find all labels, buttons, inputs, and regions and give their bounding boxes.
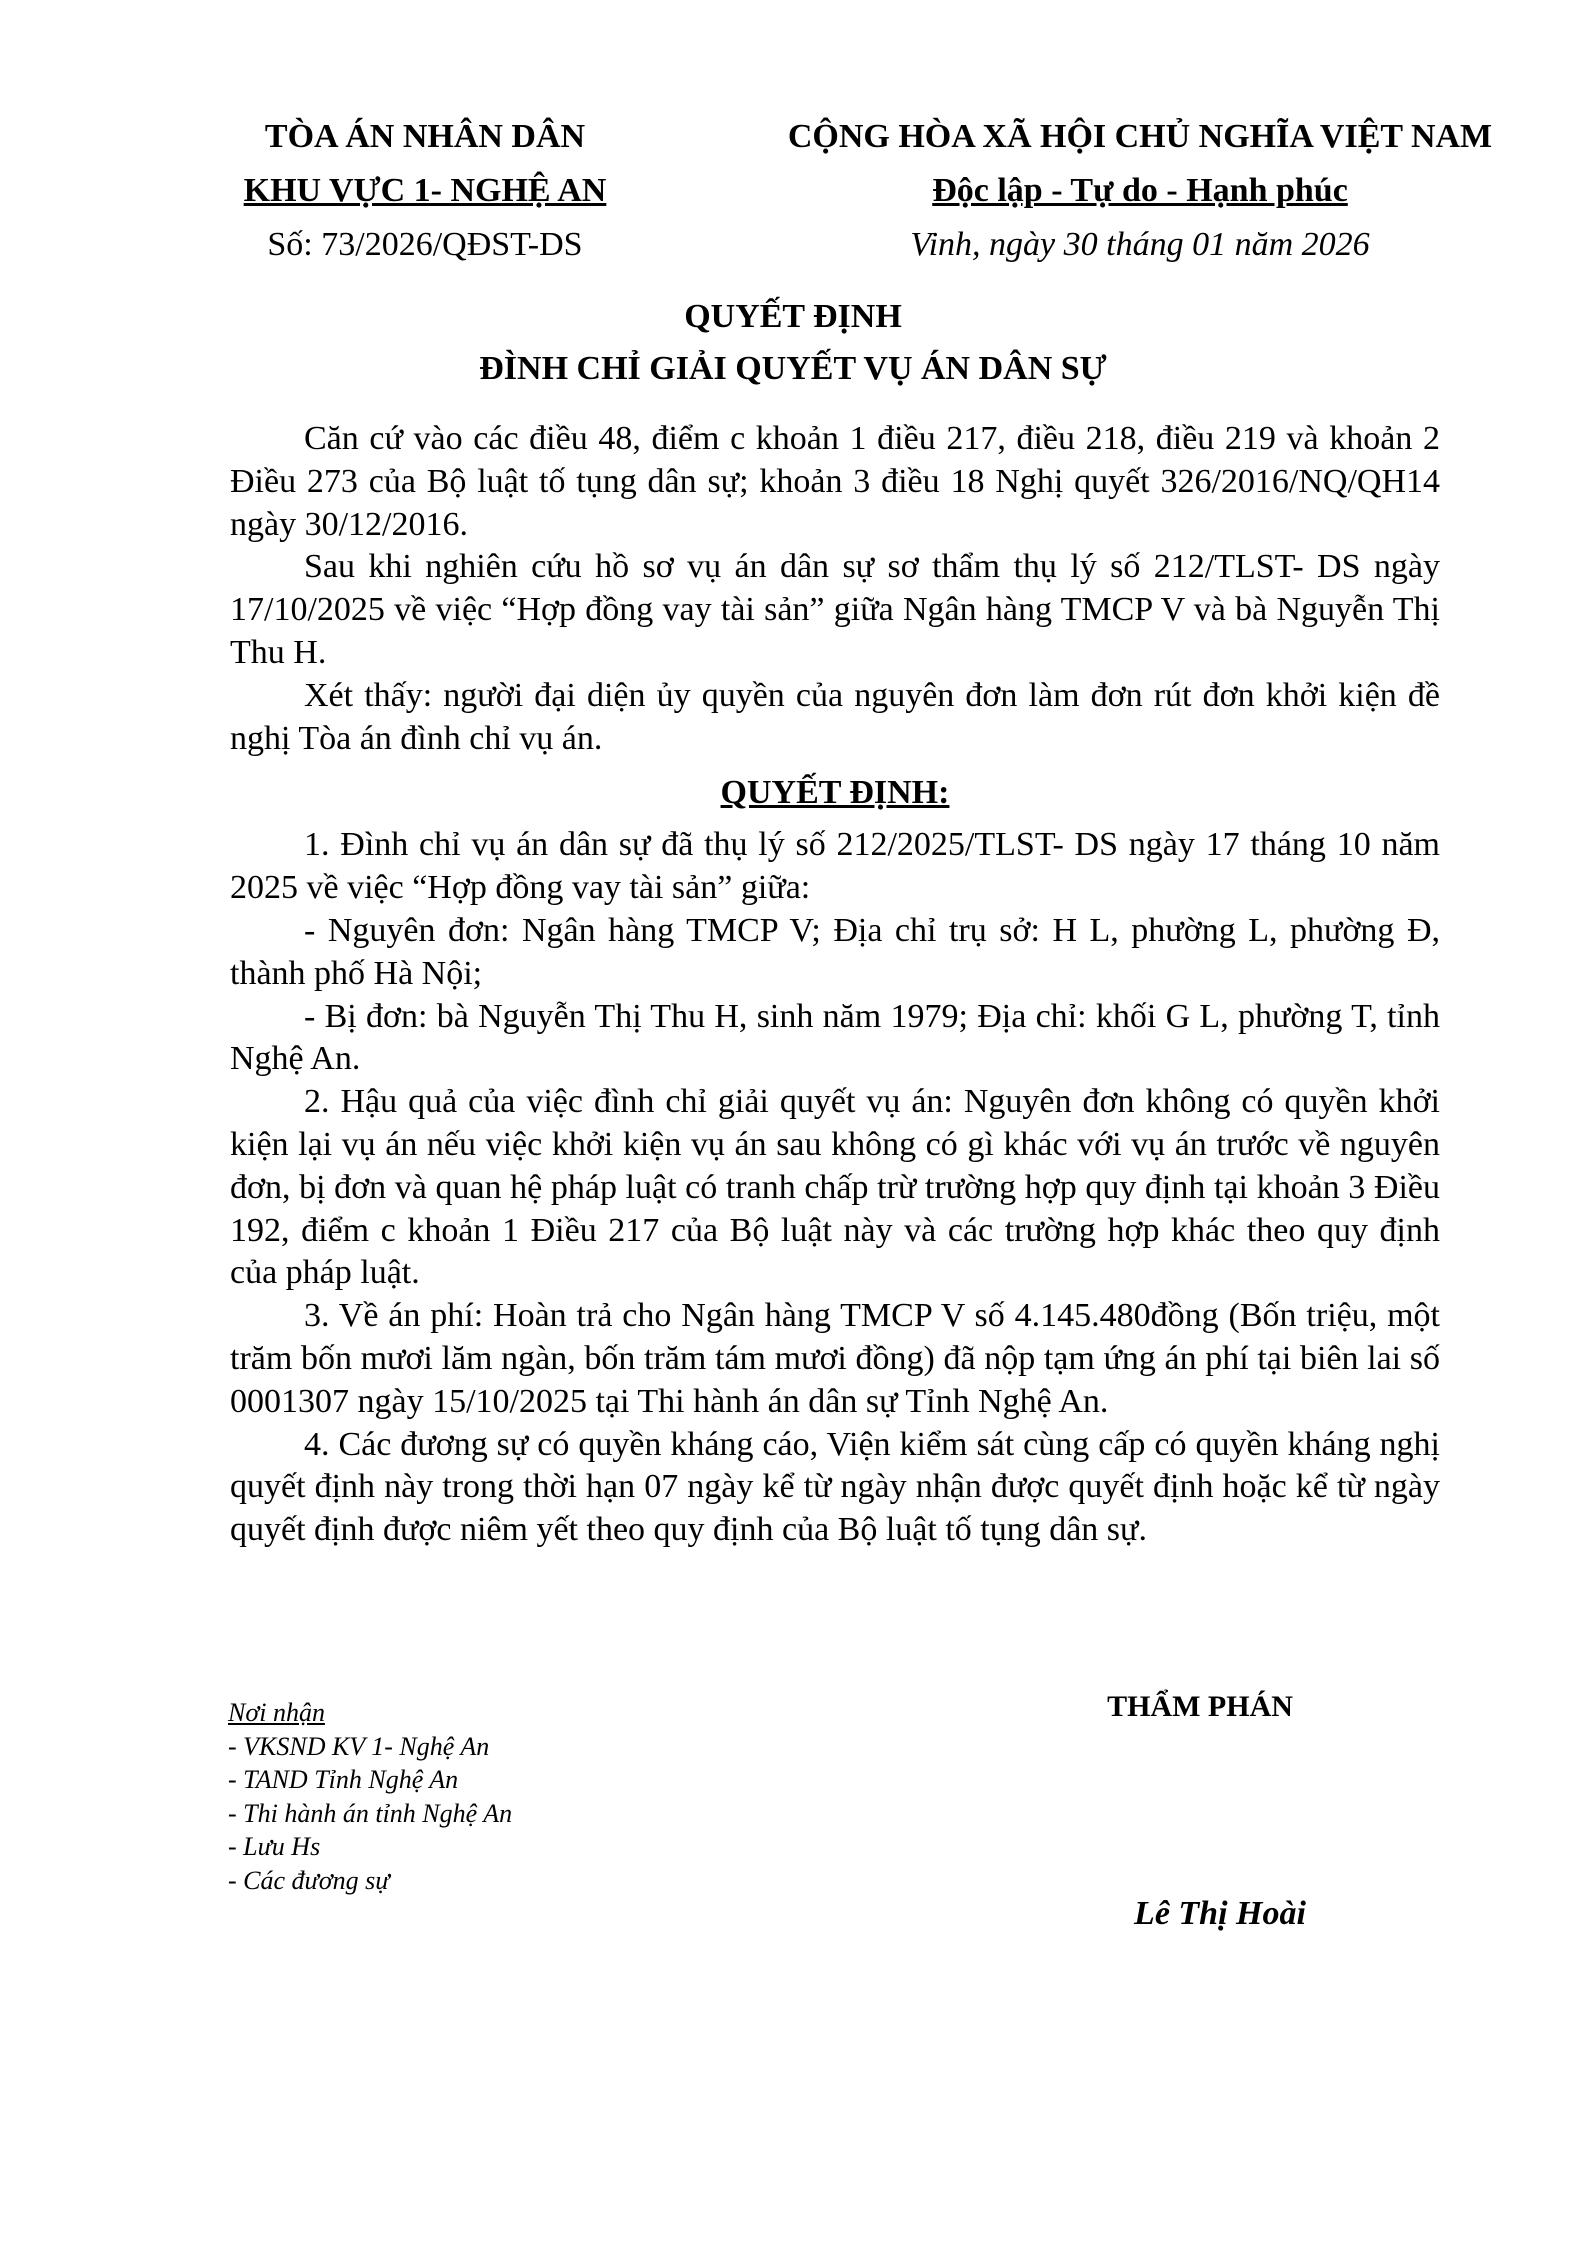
place-date: Vinh, ngày 30 tháng 01 năm 2026: [910, 226, 1370, 263]
recipient-item: - Thi hành án tỉnh Nghệ An: [228, 1798, 513, 1828]
document-title: QUYẾT ĐỊNH: [684, 298, 902, 335]
recipient-item: - VKSND KV 1- Nghệ An: [228, 1731, 490, 1761]
signature-name: Lê Thị Hoài: [1134, 1895, 1306, 1932]
decision-item: - Nguyên đơn: Ngân hàng TMCP V; Địa chỉ trụ sở: H L, phường L, phường Đ, thành phố Hà Nội;: [230, 911, 1440, 992]
court-header: [190, 110, 660, 272]
decision-number: Số: 73/2026/QĐST-DS: [267, 226, 583, 263]
national-header: [760, 110, 1520, 272]
recipient-item: - TAND Tỉnh Nghệ An: [228, 1765, 459, 1794]
recipients-label: Nơi nhận: [228, 1698, 325, 1727]
national-motto: Độc lập - Tự do - Hạnh phúc: [932, 172, 1348, 209]
decision-item: 4. Các đương sự có quyền kháng cáo, Viện kiểm sát cùng cấp có quyền kháng nghị quyết định này trong thời hạn 07 ngày kể từ ngày nhận được quyết định hoặc kể từ ngày quyết định được niêm yết theo quy định của Bộ luật tố tụng dân sự.: [230, 1425, 1440, 1549]
document-body: [230, 418, 1440, 1552]
preamble-paragraph: Sau khi nghiên cứu hồ sơ vụ án dân sự sơ thẩm thụ lý số 212/TLST- DS ngày 17/10/2025 về việc “Hợp đồng vay tài sản” giữa Ngân hàng TMCP V và bà Nguyễn Thị Thu H.: [230, 548, 1440, 671]
decision-item: 2. Hậu quả của việc đình chỉ giải quyết vụ án: Nguyên đơn không có quyền khởi kiện lại vụ án nếu việc khởi kiện vụ án sau không có gì khác với vụ án trước về nguyên đơn, bị đơn và quan hệ pháp luật có tranh chấp trừ trường hợp quy định tại khoản 3 Điều 192, điểm c khoản 1 Điều 217 của Bộ luật này và các trường hợp khác theo quy định của pháp luật.: [230, 1083, 1440, 1292]
preamble-paragraph: Xét thấy: người đại diện ủy quyền của nguyên đơn làm đơn rút đơn khởi kiện đề nghị Tòa án đình chỉ vụ án.: [230, 676, 1440, 757]
decision-item: - Bị đơn: bà Nguyễn Thị Thu H, sinh năm 1979; Địa chỉ: khối G L, phường T, tỉnh Nghệ An.: [230, 997, 1440, 1078]
preamble-paragraph: Căn cứ vào các điều 48, điểm c khoản 1 điều 217, điều 218, điều 219 và khoản 2 Điều 273 của Bộ luật tố tụng dân sự; khoản 3 điều 18 Nghị quyết 326/2016/NQ/QH14 ngày 30/12/2016.: [230, 420, 1440, 543]
document-subtitle: ĐÌNH CHỈ GIẢI QUYẾT VỤ ÁN DÂN SỰ: [479, 350, 1107, 387]
recipients-block: [228, 1696, 512, 1897]
decision-heading: QUYẾT ĐỊNH:: [720, 774, 950, 812]
country-name: CỘNG HÒA XÃ HỘI CHỦ NGHĨA VIỆT NAM: [787, 118, 1493, 155]
signature-title: THẨM PHÁN: [1107, 1690, 1293, 1723]
recipient-item: - Các đương sự: [228, 1865, 390, 1895]
decision-item: 1. Đình chỉ vụ án dân sự đã thụ lý số 212/2025/TLST- DS ngày 17 tháng 10 năm 2025 về việc “Hợp đồng vay tài sản” giữa:: [230, 826, 1440, 907]
court-name: TÒA ÁN NHÂN DÂN: [264, 118, 586, 155]
recipient-item: - Lưu Hs: [228, 1832, 321, 1861]
court-region: KHU VỰC 1- NGHỆ AN: [243, 172, 607, 209]
decision-item: 3. Về án phí: Hoàn trả cho Ngân hàng TMCP V số 4.145.480đồng (Bốn triệu, một trăm bốn mươi lăm ngàn, bốn trăm tám mươi đồng) đã nộp tạm ứng án phí tại biên lai số 0001307 ngày 15/10/2025 tại Thi hành án dân sự Tỉnh Nghệ An.: [230, 1297, 1440, 1420]
